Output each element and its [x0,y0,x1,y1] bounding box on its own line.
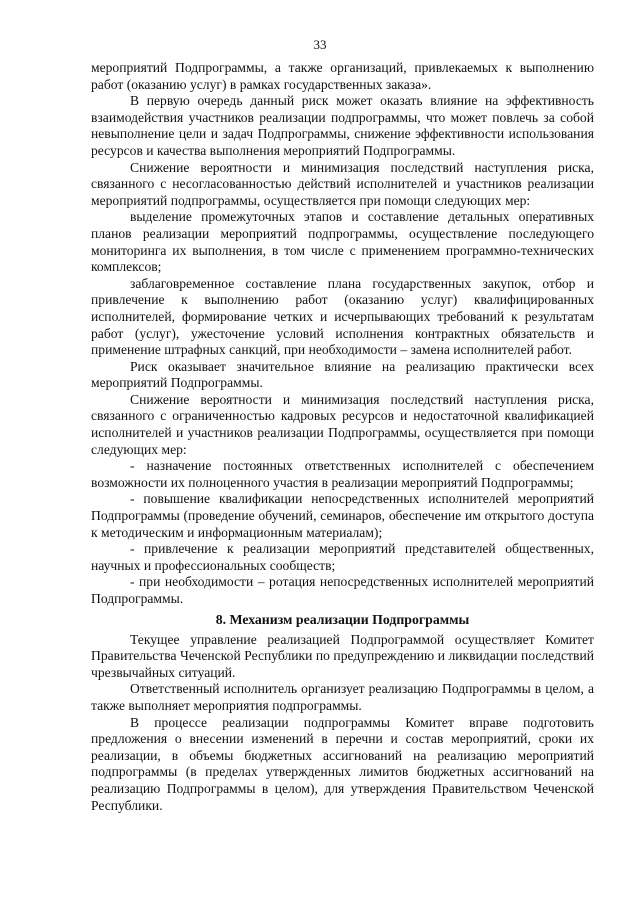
paragraph: заблаговременное составление плана государственных закупок, отбор и привлечение к выполнению работ (оказанию услуг) квалифицированных исполнителей, формирование четких и исчерпывающих требований к результатам работ (услуг), ужесточение условий исполнения контрактных обязательств и применение штрафных санкций, при необходимости – замена исполнителей работ. [91,275,594,358]
paragraph: Снижение вероятности и минимизация последствий наступления риска, связанного с ограниченностью кадровых ресурсов и недостаточной квалификацией исполнителей и участников реализации Подпрограммы, осуществляется при помощи следующих мер: [91,391,594,457]
paragraph: мероприятий Подпрограммы, а также организаций, привлекаемых к выполнению работ (оказанию услуг) в рамках государственных заказа». [91,60,594,92]
list-item: - привлечение к реализации мероприятий представителей общественных, научных и профессиональных сообществ; [91,541,594,573]
page-number: 33 [313,37,327,52]
paragraph: Риск оказывает значительное влияние на реализацию практически всех мероприятий Подпрограммы. [91,358,594,391]
list-item: - при необходимости – ротация непосредственных исполнителей мероприятий Подпрограммы. [91,574,594,606]
paragraph: В процессе реализации подпрограммы Комитет вправе подготовить предложения о внесении изменений в перечни и состав мероприятий, сроки их реализации, в объемы бюджетных ассигнований на реализацию мероприятий подпрограммы (в пределах утвержденных лимитов бюджетных ассигнований на реализацию Подпрограммы в целом), для утверждения Правительством Чеченской Республики. [91,714,594,813]
paragraph: выделение промежуточных этапов и составление детальных оперативных планов реализации мероприятий подпрограммы, осуществление последующего мониторинга их выполнения, в том числе с применением программно-технических комплексов; [91,209,594,275]
paragraph: Ответственный исполнитель организует реализацию Подпрограммы в целом, а также выполняет мероприятия подпрограммы. [91,681,594,713]
paragraph: Снижение вероятности и минимизация последствий наступления риска, связанного с несогласованностью действий исполнителей и участников реализации мероприятий подпрограммы, осуществляется при помощи следующих мер: [91,159,594,208]
list-item: - назначение постоянных ответственных исполнителей с обеспечением возможности их полноценного участия в реализации мероприятий Подпрограммы; [91,458,594,490]
paragraph: В первую очередь данный риск может оказать влияние на эффективность взаимодействия участников реализации подпрограммы, что может повлечь за собой невыполнение цели и задач Подпрограммы, снижение эффективности использования ресурсов и качества выполнения мероприятий Подпрограммы. [91,93,594,158]
document-body [91,60,594,814]
list-item: - повышение квалификации непосредственных исполнителей мероприятий Подпрограммы (проведение обучений, семинаров, обеспечение им открытого доступа к методическим и информационным материалам); [91,491,594,540]
section-heading: 8. Механизм реализации Подпрограммы [215,611,470,627]
paragraph: Текущее управление реализацией Подпрограммой осуществляет Комитет Правительства Чеченской Республики по предупреждению и ликвидации последствий чрезвычайных ситуаций. [91,631,594,680]
